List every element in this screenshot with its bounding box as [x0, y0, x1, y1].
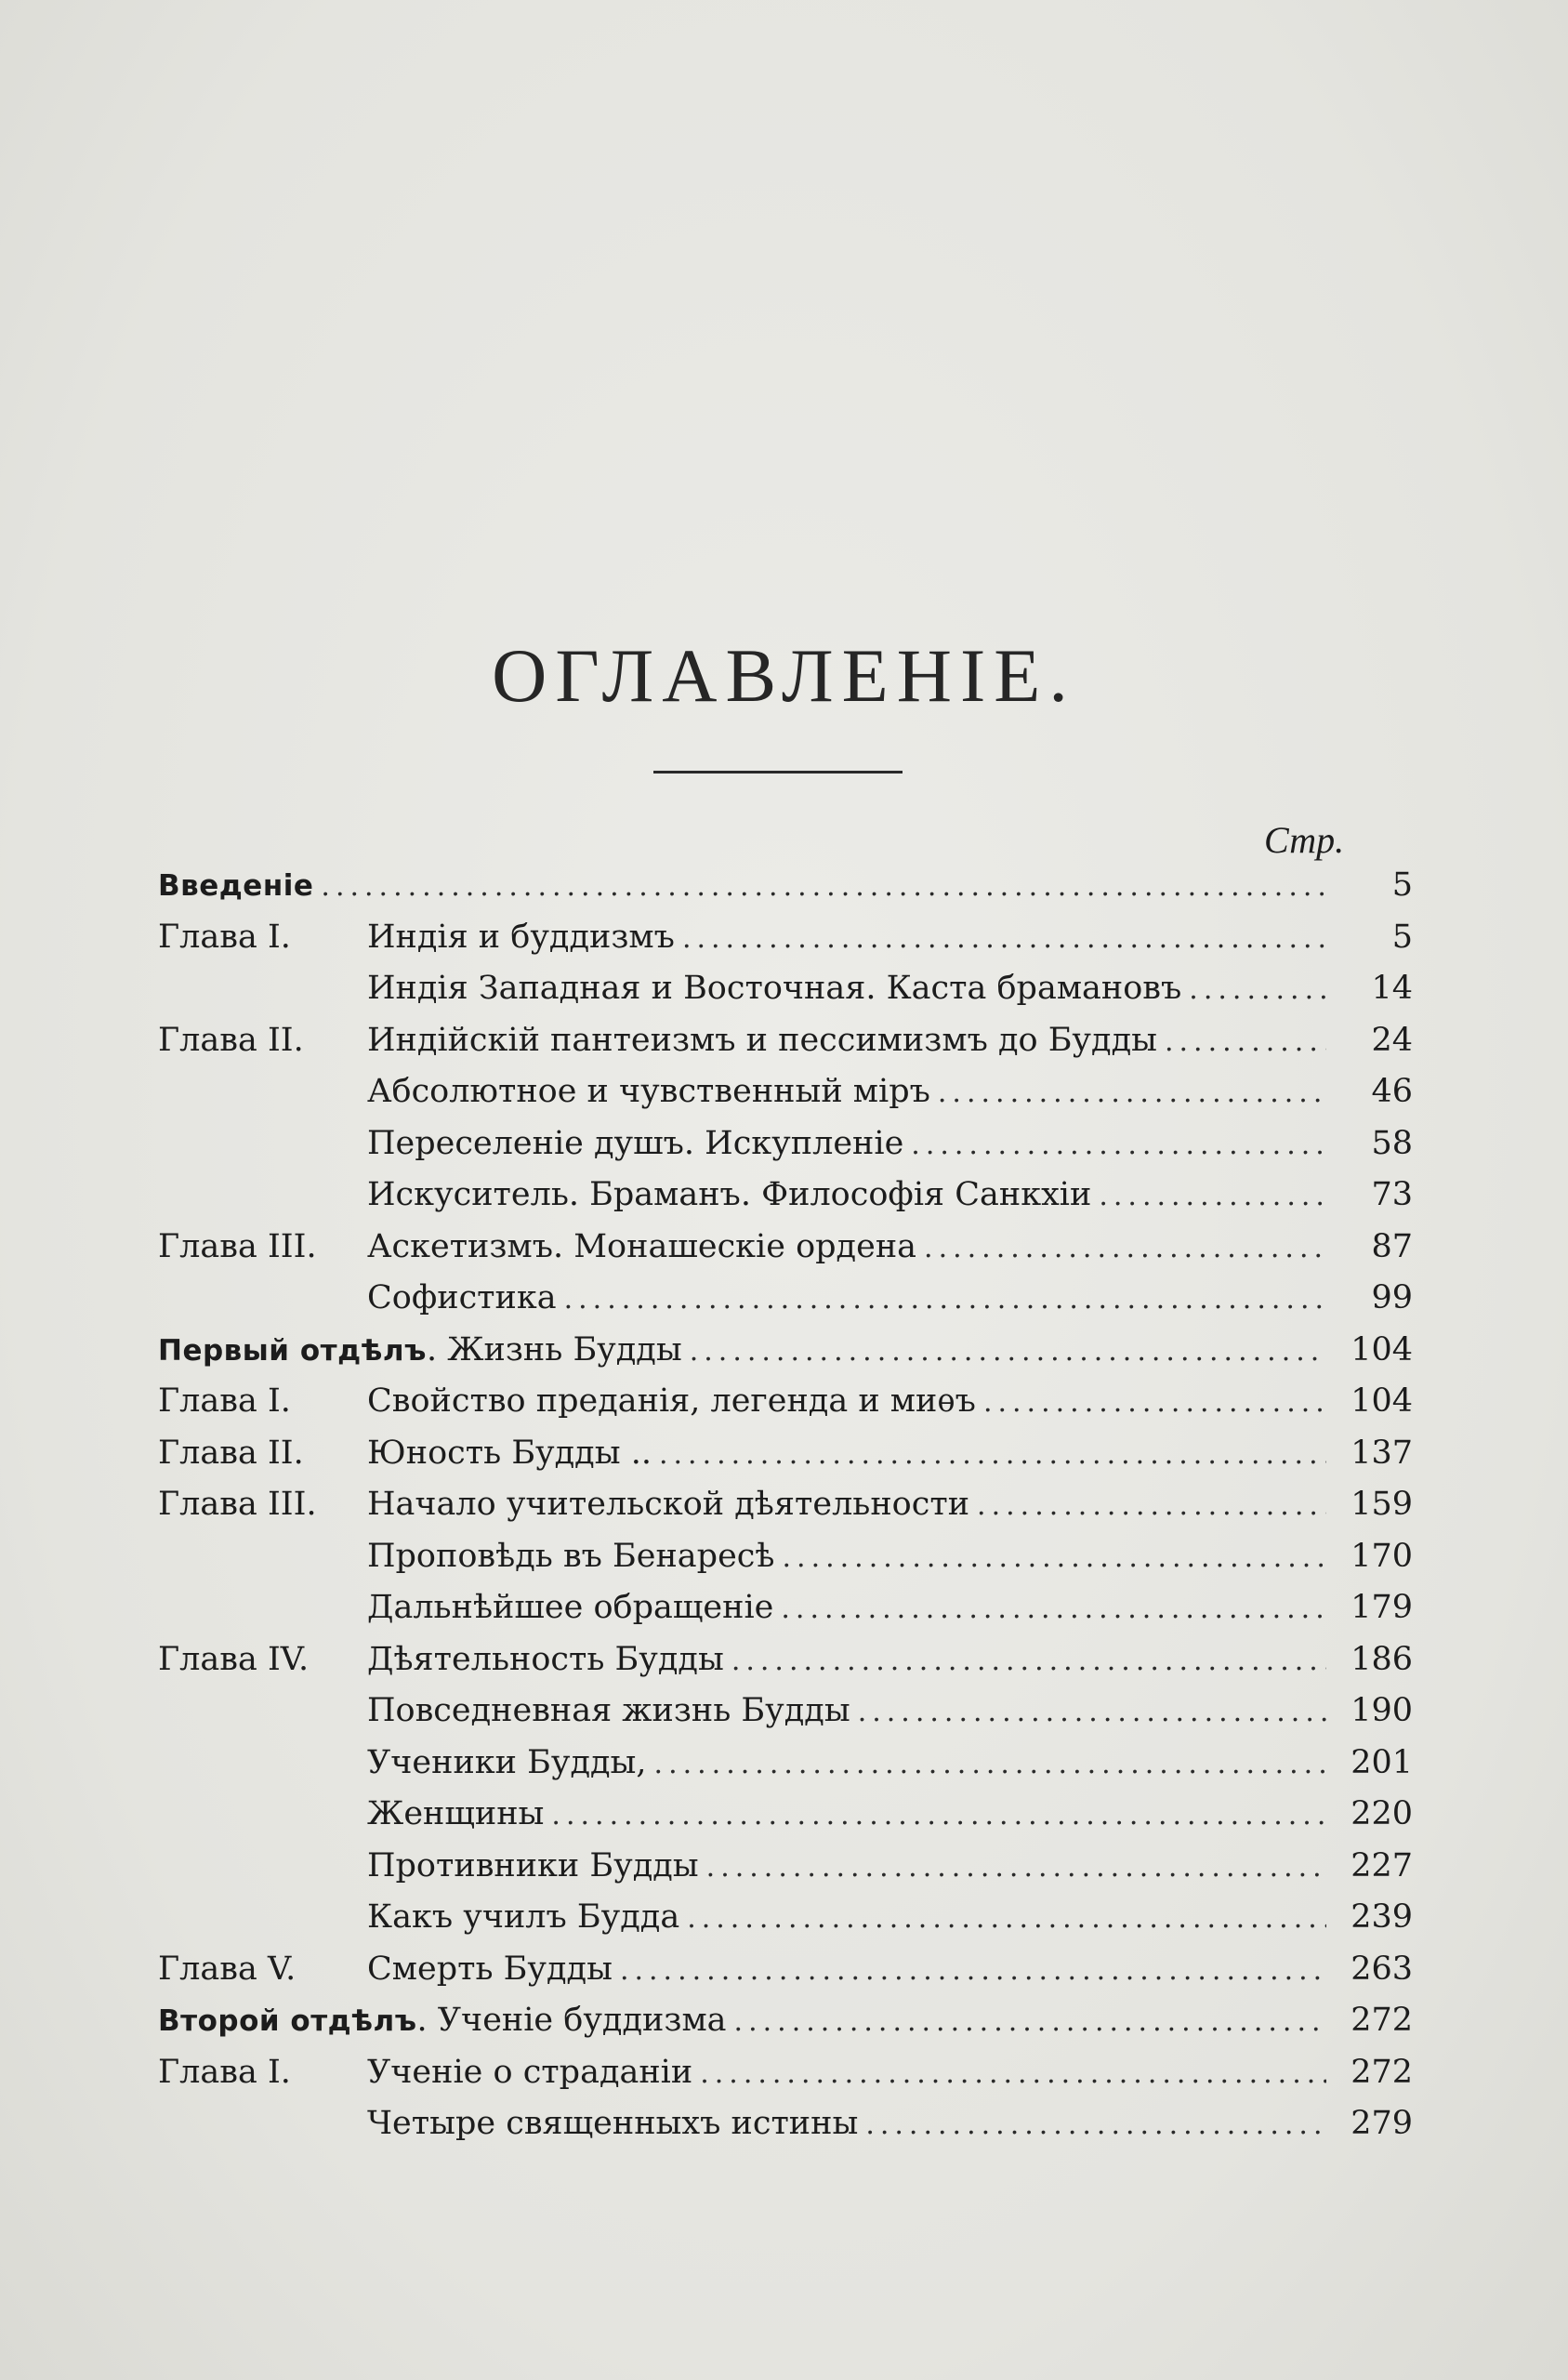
- toc-entry-text: Ученіе о страданіи: [367, 2053, 693, 2091]
- toc-entry-title: [367, 1944, 613, 1996]
- toc-entry: [367, 963, 1413, 1016]
- toc-section-name: Первый отдѣлъ: [158, 1333, 427, 1368]
- dot-leader: [551, 1790, 1326, 1842]
- toc-row: [158, 1066, 1413, 1118]
- toc-page-number: 137: [1351, 1434, 1413, 1472]
- toc-row: [158, 1738, 1413, 1790]
- toc-row: [158, 1531, 1413, 1583]
- toc-page-number: 239: [1351, 1898, 1413, 1936]
- toc-row: [158, 860, 1413, 912]
- toc-page-number: 170: [1351, 1537, 1413, 1575]
- toc-entry: [367, 2098, 1413, 2151]
- toc-row: [158, 1789, 1413, 1841]
- dot-leader: [700, 2048, 1326, 2100]
- toc-entry: [367, 1944, 1413, 1997]
- toc-entry-title: [367, 1582, 773, 1634]
- toc-entry-text: Юность Будды ..: [367, 1434, 652, 1472]
- toc-row: [158, 1892, 1413, 1944]
- toc-section-name: Введеніе: [158, 869, 314, 903]
- toc-entry-title: [367, 1892, 679, 1944]
- dot-leader: [781, 1583, 1326, 1635]
- toc-entry-text: Проповѣдь въ Бенаресѣ: [367, 1537, 775, 1575]
- dot-leader: [1099, 1170, 1326, 1223]
- toc-entry-text: Софистика: [367, 1279, 557, 1316]
- dot-leader: [690, 1326, 1326, 1378]
- toc-entry-text: Дальнѣйшее обращеніе: [367, 1589, 774, 1626]
- dot-leader: [564, 1274, 1326, 1326]
- toc-entry-title: [367, 1222, 916, 1274]
- toc-entry-title: [367, 912, 675, 964]
- toc-entry-title: [158, 860, 313, 913]
- toc-row: [158, 2047, 1413, 2099]
- toc-entry: [367, 1738, 1413, 1791]
- toc-page-number: 272: [1351, 2053, 1413, 2091]
- page-column-header: Стр.: [1264, 819, 1345, 861]
- toc-row: [158, 1479, 1413, 1531]
- toc-entry-text: Смерть Будды: [367, 1950, 613, 1988]
- toc-row: [158, 1686, 1413, 1738]
- toc-page-number: 73: [1371, 1176, 1413, 1213]
- toc-entry: [367, 1892, 1413, 1945]
- toc-row: [158, 1222, 1413, 1274]
- toc-entry-text: Начало учительской дѣятельности: [367, 1486, 970, 1523]
- toc-entry-text: Абсолютное и чувственный міръ: [367, 1073, 930, 1110]
- toc-entry: [367, 1479, 1413, 1532]
- toc-entry: [158, 860, 1413, 913]
- toc-entry-title: [367, 1118, 903, 1170]
- toc-entry: [367, 1789, 1413, 1842]
- toc-entry-title: [158, 1325, 682, 1378]
- toc-page-number: 58: [1371, 1124, 1413, 1162]
- toc-row: [158, 912, 1413, 964]
- toc-entry: [367, 1531, 1413, 1584]
- toc-entry-text: Индійскій пантеизмъ и пессимизмъ до Будды: [367, 1021, 1157, 1059]
- toc-entry: [367, 1634, 1413, 1687]
- toc-entry: [367, 1118, 1413, 1171]
- toc-entry-title: [367, 1273, 557, 1325]
- toc-row: [158, 1015, 1413, 1067]
- toc-row: [158, 1376, 1413, 1428]
- toc-entry: [367, 1015, 1413, 1068]
- toc-entry-title: [367, 1015, 1157, 1067]
- dot-leader: [783, 1532, 1327, 1584]
- toc-entry-title: [367, 1634, 724, 1686]
- toc-entry: [367, 1273, 1413, 1326]
- toc-entry: [367, 1582, 1413, 1635]
- toc-page-number: 263: [1351, 1950, 1413, 1988]
- toc-entry-text: Повседневная жизнь Будды: [367, 1692, 850, 1729]
- toc-chapter-label: Глава I.: [158, 918, 291, 956]
- toc-entry: [367, 1841, 1413, 1894]
- toc-entry-title: [367, 2098, 858, 2150]
- toc-row: [158, 2098, 1413, 2150]
- toc-chapter-label: Глава IV.: [158, 1640, 310, 1678]
- toc-entry: [158, 1325, 1413, 1378]
- toc-page-number: 87: [1371, 1227, 1413, 1265]
- toc-entry: [158, 1995, 1413, 2048]
- toc-chapter-label: Глава I.: [158, 2053, 291, 2091]
- dot-leader: [659, 1429, 1326, 1481]
- toc-page-number: 46: [1371, 1073, 1413, 1110]
- dot-leader: [938, 1067, 1326, 1119]
- toc-entry-title: [367, 1066, 930, 1118]
- toc-page-number: 159: [1351, 1486, 1413, 1523]
- toc-row: [158, 1118, 1413, 1170]
- toc-entry-title: [367, 1841, 699, 1893]
- table-of-contents: [158, 860, 1413, 2150]
- toc-page-number: 201: [1351, 1743, 1413, 1781]
- toc-chapter-label: Глава III.: [158, 1227, 317, 1265]
- toc-entry: [367, 912, 1413, 965]
- toc-page-number: 5: [1391, 866, 1413, 904]
- toc-chapter-label: Глава I.: [158, 1382, 291, 1420]
- toc-entry-title: [367, 1428, 652, 1480]
- toc-entry-title: [367, 1479, 969, 1531]
- toc-row: [158, 1634, 1413, 1686]
- dot-leader: [654, 1739, 1326, 1791]
- dot-leader: [687, 1893, 1326, 1945]
- dot-leader: [620, 1945, 1326, 1997]
- toc-row: [158, 1325, 1413, 1377]
- dot-leader: [731, 1635, 1326, 1687]
- toc-entry-text: . Жизнь Будды: [426, 1330, 682, 1368]
- dot-leader: [865, 2099, 1326, 2151]
- toc-entry-text: Какъ училъ Будда: [367, 1898, 680, 1936]
- toc-entry-text: Индія Западная и Восточная. Каста брамановъ: [367, 970, 1182, 1007]
- toc-page-number: 220: [1351, 1795, 1413, 1832]
- toc-page-number: 279: [1351, 2105, 1413, 2142]
- toc-row: [158, 1428, 1413, 1480]
- dot-leader: [911, 1119, 1326, 1171]
- toc-entry-text: . Ученіе буддизма: [416, 2002, 727, 2039]
- dot-leader: [321, 861, 1326, 913]
- toc-page-number: 104: [1351, 1330, 1413, 1368]
- toc-entry-text: Индія и буддизмъ: [367, 918, 675, 956]
- toc-page-number: 186: [1351, 1640, 1413, 1678]
- toc-row: [158, 1273, 1413, 1325]
- toc-row: [158, 1841, 1413, 1893]
- toc-page-number: 190: [1351, 1692, 1413, 1729]
- dot-leader: [682, 913, 1326, 965]
- toc-entry-text: Дѣятельность Будды: [367, 1640, 724, 1678]
- toc-page-number: 272: [1351, 2002, 1413, 2039]
- toc-entry-title: [367, 2047, 692, 2099]
- toc-page-number: 227: [1351, 1846, 1413, 1884]
- toc-page-number: 14: [1371, 970, 1413, 1007]
- toc-row: [158, 1944, 1413, 1996]
- toc-row: [158, 1995, 1413, 2047]
- toc-entry-text: Ученики Будды,: [367, 1743, 647, 1781]
- toc-chapter-label: Глава II.: [158, 1434, 304, 1472]
- toc-entry-title: [367, 1531, 775, 1583]
- toc-entry: [367, 2047, 1413, 2100]
- toc-entry-text: Свойство преданія, легенда и миѳъ: [367, 1382, 976, 1420]
- dot-leader: [1189, 964, 1326, 1016]
- toc-section-name: Второй отдѣлъ: [158, 2004, 417, 2038]
- dot-leader: [983, 1377, 1326, 1429]
- toc-page-number: 179: [1351, 1589, 1413, 1626]
- toc-entry-title: [367, 1686, 850, 1738]
- toc-chapter-label: Глава V.: [158, 1950, 296, 1988]
- toc-chapter-label: Глава III.: [158, 1486, 317, 1523]
- toc-entry: [367, 1066, 1413, 1119]
- toc-page-number: 5: [1391, 918, 1413, 956]
- toc-row: [158, 963, 1413, 1015]
- dot-leader: [734, 1996, 1326, 2048]
- toc-entry-title: [367, 1738, 647, 1790]
- toc-entry: [367, 1376, 1413, 1429]
- title-rule: [653, 771, 903, 774]
- toc-entry: [367, 1222, 1413, 1275]
- toc-entry: [367, 1686, 1413, 1739]
- toc-entry-text: Аскетизмъ. Монашескіе ордена: [367, 1227, 917, 1265]
- toc-entry-text: Переселеніе душъ. Искупленіе: [367, 1124, 904, 1162]
- toc-entry-text: Противники Будды: [367, 1846, 699, 1884]
- toc-row: [158, 1582, 1413, 1634]
- toc-entry-text: Четыре священныхъ истины: [367, 2105, 859, 2142]
- toc-entry-text: Искуситель. Браманъ. Философія Санкхіи: [367, 1176, 1092, 1213]
- toc-chapter-label: Глава II.: [158, 1021, 304, 1059]
- toc-page-number: 24: [1371, 1021, 1413, 1059]
- toc-entry-title: [158, 1995, 727, 2048]
- page-title: ОГЛАВЛЕНІЕ.: [492, 633, 1076, 718]
- dot-leader: [706, 1842, 1326, 1894]
- dot-leader: [858, 1686, 1326, 1739]
- toc-entry-title: [367, 1789, 544, 1841]
- toc-page-number: 99: [1371, 1279, 1413, 1316]
- toc-entry: [367, 1428, 1413, 1481]
- toc-row: [158, 1170, 1413, 1222]
- toc-entry-title: [367, 1170, 1091, 1222]
- toc-entry-text: Женщины: [367, 1795, 545, 1832]
- toc-entry: [367, 1170, 1413, 1223]
- toc-entry-title: [367, 1376, 976, 1428]
- toc-page-number: 104: [1351, 1382, 1413, 1420]
- dot-leader: [924, 1223, 1326, 1275]
- dot-leader: [1165, 1016, 1326, 1068]
- dot-leader: [977, 1480, 1326, 1532]
- toc-entry-title: [367, 963, 1181, 1015]
